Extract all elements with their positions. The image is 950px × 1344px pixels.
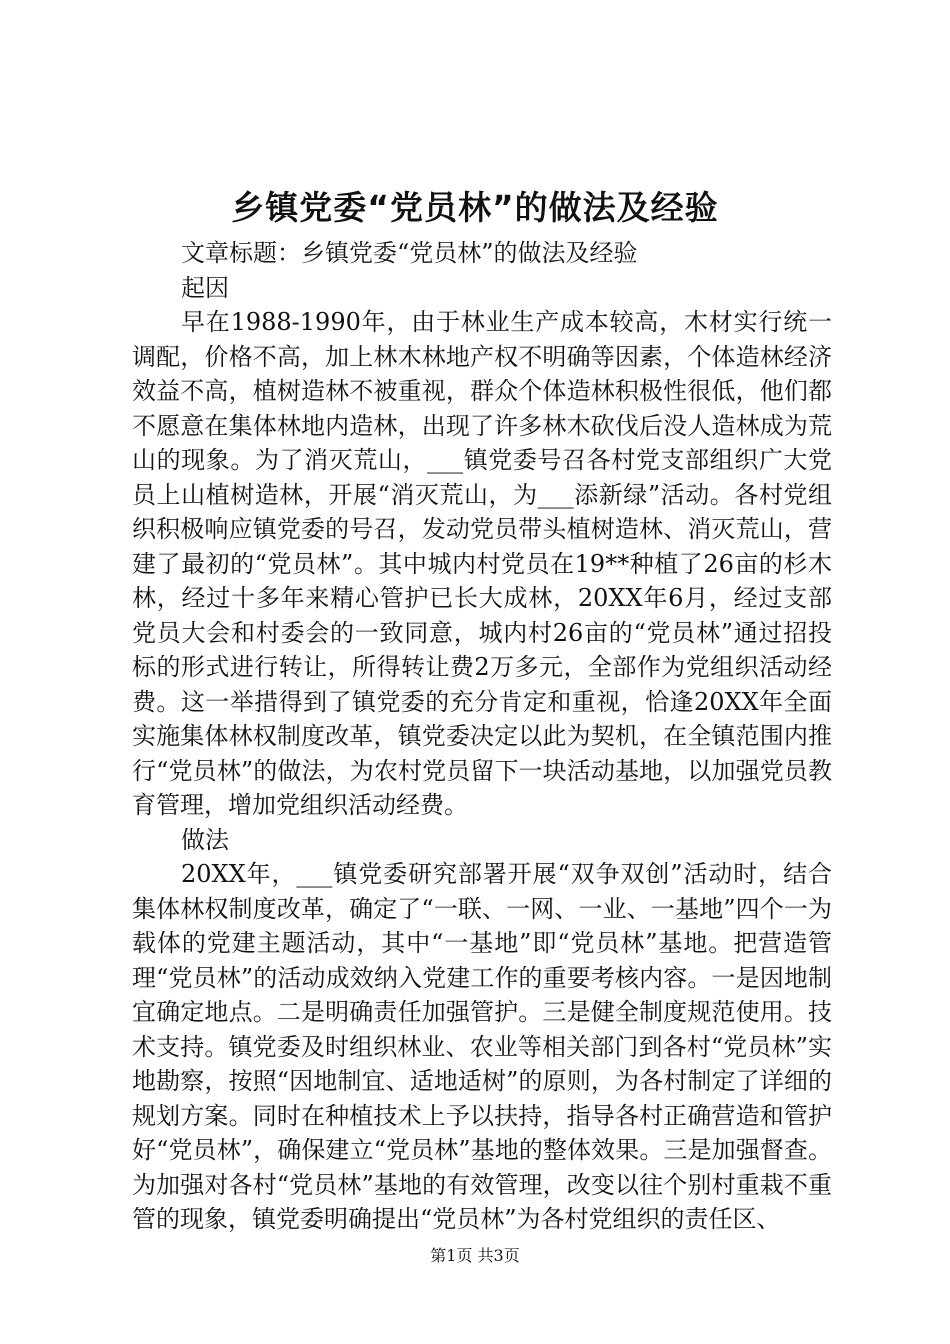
section-heading-method: 做法 bbox=[181, 825, 229, 854]
article-title-line: 文章标题：乡镇党委“党员林”的做法及经验 bbox=[181, 239, 638, 267]
page-indicator: 第1页 共3页 bbox=[430, 1246, 520, 1265]
paragraph-cause: 早在1988-1990年，由于林业生产成本较高，木材实行统一调配，价格不高，加上林木林地产权不明确等因素，个体造林经济效益不高，植树造林不被重视，群众个体造林积极性很低，他们都不愿意在集体林地内造林，出现了许多林木砍伐后没人造林成为荒山的现象。为了消灭荒山，___镇党委号召各村党支部组织广大党员上山植树造林，开展“消灭荒山，为___添新绿”活动。各村党组织积极响应镇党委的号召，发动党员带头植树造林、消灭荒山，营建了最初的“党员林”。其中城内村党员在19**种植了26亩的杉木林，经过十多年来精心管护已长大成林，20XX年6月，经过支部党员大会和村委会的一致同意，城内村26亩的“党员林”通过招投标的形式进行转让，所得转让费2万多元，全部作为党组织活动经费。这一举措得到了镇党委的充分肯定和重视，恰逢20XX年全面实施集体林权制度改革，镇党委决定以此为契机，在全镇范围内推行“党员林”的做法，为农村党员留下一块活动基地，以加强党员教育管理，增加党组织活动经费。 bbox=[132, 308, 832, 819]
document-body bbox=[132, 236, 832, 1237]
document-title: 乡镇党委“党员林”的做法及经验 bbox=[231, 188, 719, 227]
paragraph-method: 20XX年，___镇党委研究部署开展“双争双创”活动时，结合集体林权制度改革，确定了“一联、一网、一业、一基地”四个一为载体的党建主题活动，其中“一基地”即“党员林”基地。把营造管理“党员林”的活动成效纳入党建工作的重要考核内容。一是因地制宜确定地点。二是明确责任加强管护。三是健全制度规范使用。技术支持。镇党委及时组织林业、农业等相关部门到各村“党员林”实地勘察，按照“因地制宜、适地适树”的原则，为各村制定了详细的规划方案。同时在种植技术上予以扶持，指导各村正确营造和管护好“党员林”，确保建立“党员林”基地的整体效果。三是加强督查。为加强对各村“党员林”基地的有效管理，改变以往个别村重栽不重管的现象，镇党委明确提出“党员林”为各村党组织的责任区、 bbox=[132, 860, 832, 1233]
section-heading-cause: 起因 bbox=[181, 273, 229, 302]
